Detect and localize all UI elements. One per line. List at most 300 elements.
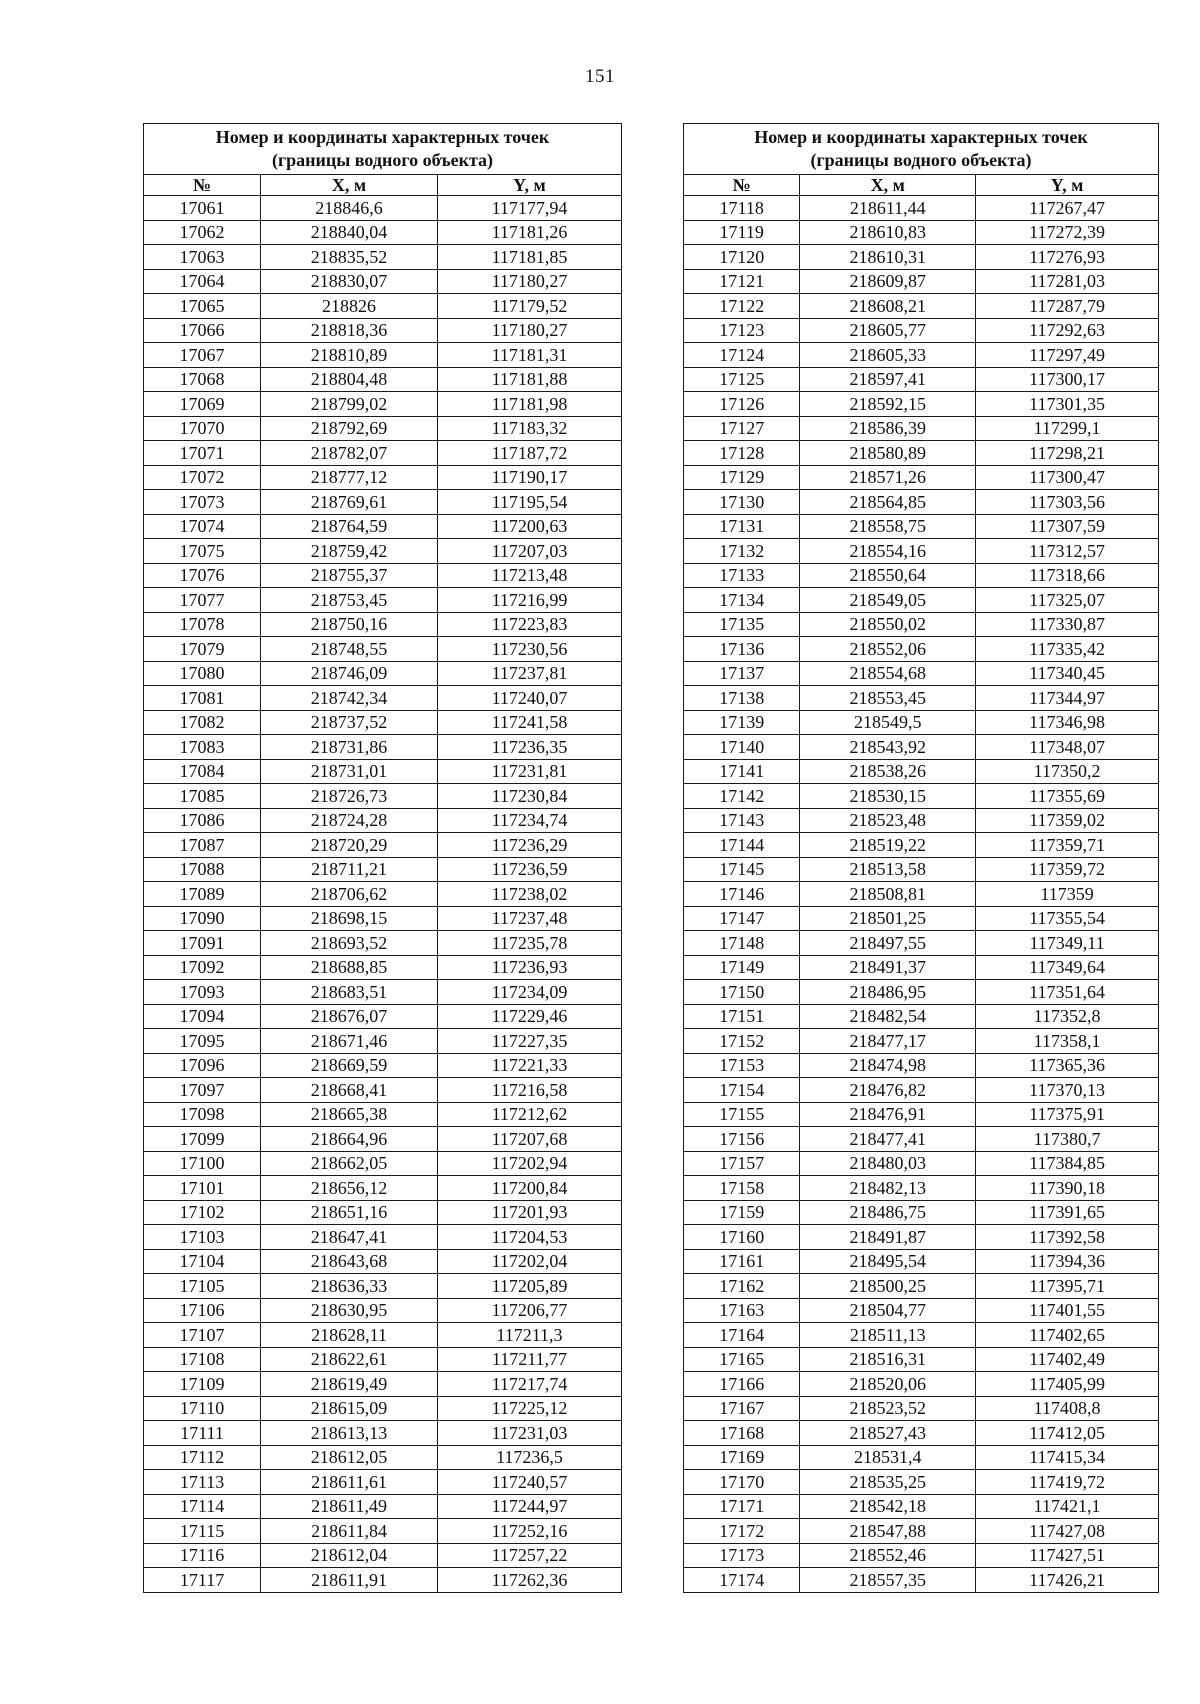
cell-y-coordinate: 117216,58 <box>437 1078 621 1103</box>
cell-x-coordinate: 218530,15 <box>800 784 976 809</box>
cell-y-coordinate: 117402,49 <box>976 1347 1159 1372</box>
table-row <box>684 539 1159 564</box>
cell-y-coordinate: 117236,35 <box>437 735 621 760</box>
cell-x-coordinate: 218480,03 <box>800 1151 976 1176</box>
cell-y-coordinate: 117181,98 <box>437 392 621 417</box>
cell-x-coordinate: 218527,43 <box>800 1421 976 1446</box>
table-row <box>684 245 1159 270</box>
cell-point-number: 17099 <box>144 1127 261 1152</box>
cell-x-coordinate: 218622,61 <box>261 1347 438 1372</box>
cell-point-number: 17110 <box>144 1396 261 1421</box>
table-row <box>684 1004 1159 1029</box>
cell-x-coordinate: 218683,51 <box>261 980 438 1005</box>
cell-point-number: 17077 <box>144 588 261 613</box>
cell-y-coordinate: 117421,1 <box>976 1494 1159 1519</box>
cell-point-number: 17098 <box>144 1102 261 1127</box>
table-row <box>144 1470 622 1495</box>
cell-point-number: 17091 <box>144 931 261 956</box>
table-row <box>144 1396 622 1421</box>
cell-y-coordinate: 117202,04 <box>437 1249 621 1274</box>
table-row <box>684 980 1159 1005</box>
cell-y-coordinate: 117223,83 <box>437 612 621 637</box>
cell-point-number: 17147 <box>684 906 800 931</box>
table-row <box>144 1200 622 1225</box>
cell-x-coordinate: 218706,62 <box>261 882 438 907</box>
table-row <box>684 1053 1159 1078</box>
cell-y-coordinate: 117359,72 <box>976 857 1159 882</box>
cell-x-coordinate: 218605,77 <box>800 318 976 343</box>
cell-y-coordinate: 117183,32 <box>437 416 621 441</box>
table-row <box>684 857 1159 882</box>
cell-x-coordinate: 218830,07 <box>261 269 438 294</box>
cell-point-number: 17143 <box>684 808 800 833</box>
table-row <box>144 808 622 833</box>
table-row <box>684 882 1159 907</box>
cell-y-coordinate: 117211,3 <box>437 1323 621 1348</box>
cell-point-number: 17111 <box>144 1421 261 1446</box>
cell-x-coordinate: 218486,95 <box>800 980 976 1005</box>
cell-point-number: 17102 <box>144 1200 261 1225</box>
cell-point-number: 17103 <box>144 1225 261 1250</box>
cell-y-coordinate: 117244,97 <box>437 1494 621 1519</box>
cell-y-coordinate: 117236,5 <box>437 1445 621 1470</box>
table-row <box>684 1543 1159 1568</box>
cell-x-coordinate: 218720,29 <box>261 833 438 858</box>
cell-x-coordinate: 218799,02 <box>261 392 438 417</box>
cell-point-number: 17161 <box>684 1249 800 1274</box>
cell-point-number: 17165 <box>684 1347 800 1372</box>
cell-y-coordinate: 117230,56 <box>437 637 621 662</box>
table-row <box>684 392 1159 417</box>
cell-x-coordinate: 218810,89 <box>261 343 438 368</box>
cell-point-number: 17124 <box>684 343 800 368</box>
table-row <box>684 1298 1159 1323</box>
cell-x-coordinate: 218612,05 <box>261 1445 438 1470</box>
cell-point-number: 17137 <box>684 661 800 686</box>
cell-point-number: 17078 <box>144 612 261 637</box>
cell-x-coordinate: 218826 <box>261 294 438 319</box>
cell-point-number: 17069 <box>144 392 261 417</box>
cell-y-coordinate: 117312,57 <box>976 539 1159 564</box>
cell-y-coordinate: 117419,72 <box>976 1470 1159 1495</box>
cell-y-coordinate: 117200,84 <box>437 1176 621 1201</box>
cell-point-number: 17065 <box>144 294 261 319</box>
cell-y-coordinate: 117301,35 <box>976 392 1159 417</box>
table-row <box>684 1274 1159 1299</box>
cell-point-number: 17138 <box>684 686 800 711</box>
table-row <box>144 441 622 466</box>
cell-point-number: 17079 <box>144 637 261 662</box>
table-row <box>144 931 622 956</box>
cell-y-coordinate: 117370,13 <box>976 1078 1159 1103</box>
table-row <box>144 1127 622 1152</box>
cell-point-number: 17112 <box>144 1445 261 1470</box>
cell-y-coordinate: 117303,56 <box>976 490 1159 515</box>
cell-x-coordinate: 218550,64 <box>800 563 976 588</box>
cell-x-coordinate: 218571,26 <box>800 465 976 490</box>
cell-point-number: 17145 <box>684 857 800 882</box>
table-row <box>144 343 622 368</box>
cell-x-coordinate: 218491,87 <box>800 1225 976 1250</box>
cell-point-number: 17154 <box>684 1078 800 1103</box>
cell-x-coordinate: 218495,54 <box>800 1249 976 1274</box>
table-row <box>144 245 622 270</box>
cell-y-coordinate: 117415,34 <box>976 1445 1159 1470</box>
cell-point-number: 17095 <box>144 1029 261 1054</box>
cell-x-coordinate: 218676,07 <box>261 1004 438 1029</box>
table-row <box>684 588 1159 613</box>
cell-point-number: 17070 <box>144 416 261 441</box>
table-row <box>144 563 622 588</box>
cell-point-number: 17064 <box>144 269 261 294</box>
column-header-number: № <box>144 175 261 196</box>
cell-y-coordinate: 117207,03 <box>437 539 621 564</box>
cell-point-number: 17139 <box>684 710 800 735</box>
cell-x-coordinate: 218611,91 <box>261 1568 438 1593</box>
cell-point-number: 17150 <box>684 980 800 1005</box>
table-row <box>684 514 1159 539</box>
cell-point-number: 17133 <box>684 563 800 588</box>
table-row <box>144 1323 622 1348</box>
table-row <box>144 318 622 343</box>
cell-point-number: 17090 <box>144 906 261 931</box>
cell-point-number: 17113 <box>144 1470 261 1495</box>
cell-y-coordinate: 117297,49 <box>976 343 1159 368</box>
cell-x-coordinate: 218665,38 <box>261 1102 438 1127</box>
cell-x-coordinate: 218500,25 <box>800 1274 976 1299</box>
table-row <box>684 1249 1159 1274</box>
cell-point-number: 17087 <box>144 833 261 858</box>
table-row <box>684 661 1159 686</box>
cell-y-coordinate: 117230,84 <box>437 784 621 809</box>
table-row <box>144 833 622 858</box>
cell-point-number: 17136 <box>684 637 800 662</box>
cell-point-number: 17122 <box>684 294 800 319</box>
cell-point-number: 17063 <box>144 245 261 270</box>
table-row <box>684 1029 1159 1054</box>
cell-y-coordinate: 117299,1 <box>976 416 1159 441</box>
cell-x-coordinate: 218611,61 <box>261 1470 438 1495</box>
cell-point-number: 17118 <box>684 196 800 221</box>
cell-x-coordinate: 218619,49 <box>261 1372 438 1397</box>
cell-x-coordinate: 218755,37 <box>261 563 438 588</box>
cell-x-coordinate: 218531,4 <box>800 1445 976 1470</box>
cell-point-number: 17144 <box>684 833 800 858</box>
table-row <box>684 1396 1159 1421</box>
cell-y-coordinate: 117391,65 <box>976 1200 1159 1225</box>
cell-x-coordinate: 218558,75 <box>800 514 976 539</box>
cell-y-coordinate: 117177,94 <box>437 196 621 221</box>
cell-y-coordinate: 117359,02 <box>976 808 1159 833</box>
table-title <box>684 124 1159 175</box>
cell-point-number: 17093 <box>144 980 261 1005</box>
cell-y-coordinate: 117272,39 <box>976 220 1159 245</box>
table-row <box>684 784 1159 809</box>
cell-point-number: 17119 <box>684 220 800 245</box>
cell-point-number: 17074 <box>144 514 261 539</box>
cell-y-coordinate: 117344,97 <box>976 686 1159 711</box>
cell-y-coordinate: 117267,47 <box>976 196 1159 221</box>
column-header-number: № <box>684 175 800 196</box>
table-row <box>684 1176 1159 1201</box>
cell-y-coordinate: 117238,02 <box>437 882 621 907</box>
cell-x-coordinate: 218597,41 <box>800 367 976 392</box>
cell-y-coordinate: 117401,55 <box>976 1298 1159 1323</box>
table-row <box>684 294 1159 319</box>
cell-x-coordinate: 218586,39 <box>800 416 976 441</box>
table-row <box>684 416 1159 441</box>
table-title-line-2: (границы водного объекта) <box>271 150 494 170</box>
cell-x-coordinate: 218840,04 <box>261 220 438 245</box>
cell-point-number: 17173 <box>684 1543 800 1568</box>
cell-point-number: 17164 <box>684 1323 800 1348</box>
cell-y-coordinate: 117412,05 <box>976 1421 1159 1446</box>
cell-x-coordinate: 218523,48 <box>800 808 976 833</box>
table-row <box>684 367 1159 392</box>
cell-y-coordinate: 117375,91 <box>976 1102 1159 1127</box>
cell-y-coordinate: 117427,51 <box>976 1543 1159 1568</box>
cell-point-number: 17127 <box>684 416 800 441</box>
coordinates-table-right <box>683 123 1159 1593</box>
table-row <box>684 490 1159 515</box>
cell-y-coordinate: 117180,27 <box>437 318 621 343</box>
cell-x-coordinate: 218636,33 <box>261 1274 438 1299</box>
cell-x-coordinate: 218476,82 <box>800 1078 976 1103</box>
cell-x-coordinate: 218511,13 <box>800 1323 976 1348</box>
cell-y-coordinate: 117394,36 <box>976 1249 1159 1274</box>
cell-point-number: 17108 <box>144 1347 261 1372</box>
cell-point-number: 17155 <box>684 1102 800 1127</box>
table-row <box>144 710 622 735</box>
cell-point-number: 17168 <box>684 1421 800 1446</box>
table-row <box>684 1225 1159 1250</box>
table-row <box>684 735 1159 760</box>
cell-y-coordinate: 117281,03 <box>976 269 1159 294</box>
table-row <box>684 955 1159 980</box>
cell-point-number: 17126 <box>684 392 800 417</box>
cell-y-coordinate: 117236,93 <box>437 955 621 980</box>
cell-point-number: 17076 <box>144 563 261 588</box>
table-row <box>684 906 1159 931</box>
cell-point-number: 17104 <box>144 1249 261 1274</box>
cell-x-coordinate: 218792,69 <box>261 416 438 441</box>
cell-point-number: 17141 <box>684 759 800 784</box>
cell-x-coordinate: 218605,33 <box>800 343 976 368</box>
cell-x-coordinate: 218592,15 <box>800 392 976 417</box>
table-row <box>684 1323 1159 1348</box>
cell-y-coordinate: 117262,36 <box>437 1568 621 1593</box>
cell-x-coordinate: 218477,41 <box>800 1127 976 1152</box>
cell-x-coordinate: 218611,44 <box>800 196 976 221</box>
cell-point-number: 17149 <box>684 955 800 980</box>
cell-y-coordinate: 117225,12 <box>437 1396 621 1421</box>
cell-x-coordinate: 218547,88 <box>800 1519 976 1544</box>
cell-point-number: 17125 <box>684 367 800 392</box>
cell-x-coordinate: 218668,41 <box>261 1078 438 1103</box>
cell-y-coordinate: 117408,8 <box>976 1396 1159 1421</box>
cell-x-coordinate: 218553,45 <box>800 686 976 711</box>
cell-y-coordinate: 117395,71 <box>976 1274 1159 1299</box>
cell-x-coordinate: 218477,17 <box>800 1029 976 1054</box>
table-row <box>684 269 1159 294</box>
table-row <box>144 1543 622 1568</box>
cell-x-coordinate: 218508,81 <box>800 882 976 907</box>
cell-x-coordinate: 218651,16 <box>261 1200 438 1225</box>
table-row <box>684 637 1159 662</box>
table-row <box>144 1102 622 1127</box>
cell-y-coordinate: 117358,1 <box>976 1029 1159 1054</box>
cell-x-coordinate: 218552,46 <box>800 1543 976 1568</box>
table-row <box>144 612 622 637</box>
table-row <box>144 686 622 711</box>
cell-y-coordinate: 117201,93 <box>437 1200 621 1225</box>
cell-point-number: 17156 <box>684 1127 800 1152</box>
cell-y-coordinate: 117179,52 <box>437 294 621 319</box>
cell-point-number: 17097 <box>144 1078 261 1103</box>
cell-x-coordinate: 218742,34 <box>261 686 438 711</box>
table-row <box>684 220 1159 245</box>
cell-point-number: 17132 <box>684 539 800 564</box>
cell-y-coordinate: 117405,99 <box>976 1372 1159 1397</box>
column-header-x: X, м <box>261 175 438 196</box>
table-row <box>144 294 622 319</box>
table-row <box>144 539 622 564</box>
cell-x-coordinate: 218501,25 <box>800 906 976 931</box>
table-row <box>684 1445 1159 1470</box>
cell-x-coordinate: 218550,02 <box>800 612 976 637</box>
cell-y-coordinate: 117237,81 <box>437 661 621 686</box>
cell-y-coordinate: 117359 <box>976 882 1159 907</box>
table-row <box>144 416 622 441</box>
cell-y-coordinate: 117237,48 <box>437 906 621 931</box>
table-row <box>684 931 1159 956</box>
cell-point-number: 17152 <box>684 1029 800 1054</box>
cell-x-coordinate: 218474,98 <box>800 1053 976 1078</box>
table-row <box>684 1151 1159 1176</box>
table-row <box>684 1494 1159 1519</box>
table-row <box>144 1004 622 1029</box>
cell-y-coordinate: 117350,2 <box>976 759 1159 784</box>
column-header-y: Y, м <box>976 175 1159 196</box>
cell-x-coordinate: 218608,21 <box>800 294 976 319</box>
cell-x-coordinate: 218519,22 <box>800 833 976 858</box>
cell-y-coordinate: 117426,21 <box>976 1568 1159 1593</box>
table-row <box>144 1053 622 1078</box>
cell-x-coordinate: 218486,75 <box>800 1200 976 1225</box>
cell-point-number: 17067 <box>144 343 261 368</box>
cell-x-coordinate: 218610,31 <box>800 245 976 270</box>
table-row <box>684 710 1159 735</box>
cell-point-number: 17096 <box>144 1053 261 1078</box>
cell-y-coordinate: 117307,59 <box>976 514 1159 539</box>
page-number: 151 <box>585 66 615 87</box>
cell-point-number: 17094 <box>144 1004 261 1029</box>
table-row <box>684 1421 1159 1446</box>
cell-x-coordinate: 218643,68 <box>261 1249 438 1274</box>
cell-point-number: 17129 <box>684 465 800 490</box>
cell-x-coordinate: 218746,09 <box>261 661 438 686</box>
coordinates-table-left <box>143 123 622 1593</box>
table-row <box>144 1494 622 1519</box>
cell-point-number: 17174 <box>684 1568 800 1593</box>
cell-x-coordinate: 218664,96 <box>261 1127 438 1152</box>
table-row <box>144 1568 622 1593</box>
table-row <box>144 1298 622 1323</box>
cell-y-coordinate: 117335,42 <box>976 637 1159 662</box>
cell-point-number: 17172 <box>684 1519 800 1544</box>
cell-x-coordinate: 218549,5 <box>800 710 976 735</box>
cell-x-coordinate: 218549,05 <box>800 588 976 613</box>
cell-y-coordinate: 117287,79 <box>976 294 1159 319</box>
cell-y-coordinate: 117206,77 <box>437 1298 621 1323</box>
cell-y-coordinate: 117204,53 <box>437 1225 621 1250</box>
cell-y-coordinate: 117200,63 <box>437 514 621 539</box>
cell-x-coordinate: 218520,06 <box>800 1372 976 1397</box>
cell-point-number: 17105 <box>144 1274 261 1299</box>
table-row <box>684 759 1159 784</box>
cell-point-number: 17117 <box>144 1568 261 1593</box>
cell-x-coordinate: 218711,21 <box>261 857 438 882</box>
cell-point-number: 17171 <box>684 1494 800 1519</box>
cell-y-coordinate: 117380,7 <box>976 1127 1159 1152</box>
cell-y-coordinate: 117207,68 <box>437 1127 621 1152</box>
cell-x-coordinate: 218615,09 <box>261 1396 438 1421</box>
table-row <box>684 318 1159 343</box>
cell-y-coordinate: 117181,31 <box>437 343 621 368</box>
cell-point-number: 17167 <box>684 1396 800 1421</box>
table-row <box>144 269 622 294</box>
cell-y-coordinate: 117340,45 <box>976 661 1159 686</box>
table-title-line-1: Номер и координаты характерных точек <box>215 127 550 147</box>
cell-x-coordinate: 218753,45 <box>261 588 438 613</box>
cell-y-coordinate: 117181,26 <box>437 220 621 245</box>
cell-y-coordinate: 117292,63 <box>976 318 1159 343</box>
cell-y-coordinate: 117227,35 <box>437 1029 621 1054</box>
cell-x-coordinate: 218611,49 <box>261 1494 438 1519</box>
cell-x-coordinate: 218846,6 <box>261 196 438 221</box>
cell-x-coordinate: 218613,13 <box>261 1421 438 1446</box>
table-row <box>684 1568 1159 1593</box>
table-row <box>144 1225 622 1250</box>
table-row <box>144 588 622 613</box>
cell-x-coordinate: 218482,54 <box>800 1004 976 1029</box>
cell-y-coordinate: 117352,8 <box>976 1004 1159 1029</box>
cell-y-coordinate: 117252,16 <box>437 1519 621 1544</box>
cell-x-coordinate: 218482,13 <box>800 1176 976 1201</box>
cell-x-coordinate: 218554,16 <box>800 539 976 564</box>
cell-y-coordinate: 117212,62 <box>437 1102 621 1127</box>
cell-y-coordinate: 117180,27 <box>437 269 621 294</box>
cell-y-coordinate: 117348,07 <box>976 735 1159 760</box>
cell-point-number: 17092 <box>144 955 261 980</box>
table-row <box>144 1519 622 1544</box>
table-row <box>684 1127 1159 1152</box>
cell-x-coordinate: 218804,48 <box>261 367 438 392</box>
cell-point-number: 17072 <box>144 465 261 490</box>
cell-x-coordinate: 218538,26 <box>800 759 976 784</box>
cell-y-coordinate: 117181,85 <box>437 245 621 270</box>
cell-y-coordinate: 117181,88 <box>437 367 621 392</box>
cell-point-number: 17109 <box>144 1372 261 1397</box>
cell-x-coordinate: 218523,52 <box>800 1396 976 1421</box>
cell-point-number: 17089 <box>144 882 261 907</box>
table-row <box>144 955 622 980</box>
table-row <box>144 1274 622 1299</box>
table-row <box>144 1151 622 1176</box>
cell-y-coordinate: 117235,78 <box>437 931 621 956</box>
cell-x-coordinate: 218647,41 <box>261 1225 438 1250</box>
cell-x-coordinate: 218580,89 <box>800 441 976 466</box>
